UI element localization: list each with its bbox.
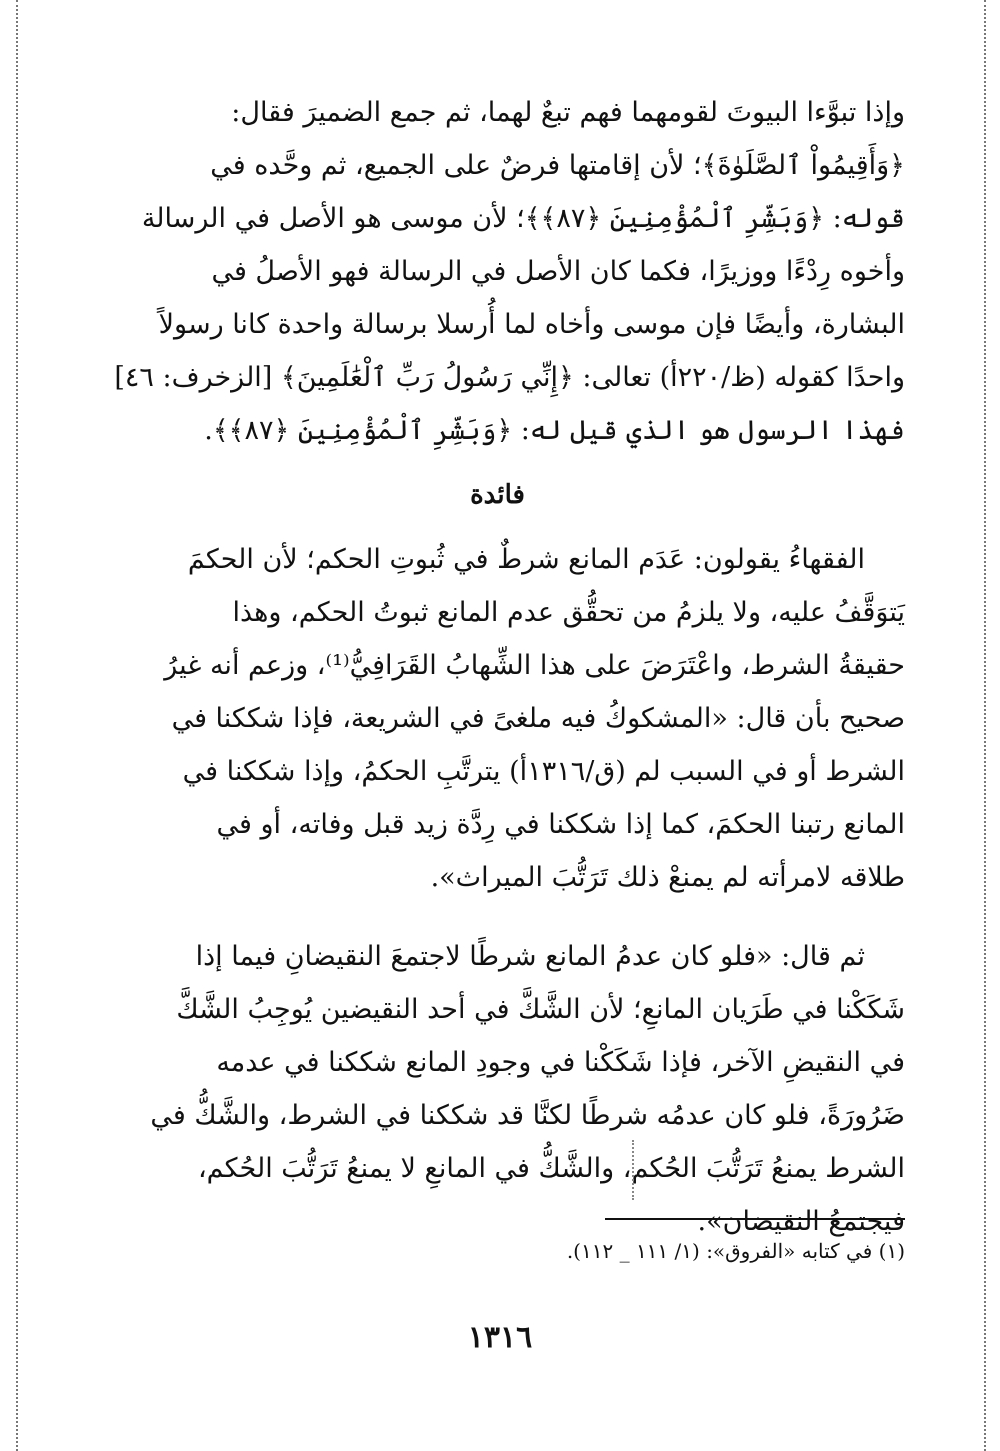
text-line: ثم قال: «فلو كان عدمُ المانع شرطًا لاجتمعَ النقيضانِ فيما إذا bbox=[195, 941, 865, 972]
footnote-separator bbox=[605, 1218, 905, 1220]
paragraph-2 bbox=[90, 533, 905, 904]
text-line: ﴿وَأَقِيمُواْ ٱلصَّلَوٰةَ﴾؛ لأن إقامتها فرضٌ على الجميع، ثم وحَّده في bbox=[210, 150, 905, 181]
text-line: البشارة، وأيضًا فإن موسى وأخاه لما أُرسلا برسالة واحدة كانا رسولاً bbox=[158, 309, 905, 340]
section-title: فائدة bbox=[470, 480, 525, 510]
scan-artifact-dots bbox=[632, 1140, 634, 1200]
paragraph-gap bbox=[90, 904, 905, 930]
text-line: الشرط أو في السبب لم (ق/١٣١٦أ) يترتَّبِ الحكمُ، وإذا شككنا في bbox=[182, 756, 905, 787]
text-line: شَكَكْنا في طَرَيان المانعِ؛ لأن الشَّكَّ في أحد النقيضين يُوجِبُ الشَّكَّ bbox=[176, 994, 905, 1025]
text-line: طلاقه لامرأته لم يمنعْ ذلك تَرَتُّبَ الميراث». bbox=[430, 862, 905, 893]
text-line: فهذا الرسول هو الذي قيل له: ﴿وَبَشِّرِ ٱلْمُؤْمِنِينَ ﴿٨٧﴾﴾. bbox=[204, 415, 905, 446]
text-line: حقيقةُ الشرط، واعْتَرَضَ على هذا الشِّهابُ القَرَافِيُّ⁽¹⁾، وزعم أنه غيرُ bbox=[164, 650, 905, 681]
right-edge-scan-dots bbox=[984, 0, 986, 1451]
text-line: فيجتمعُ النقيضان». bbox=[697, 1206, 905, 1237]
left-edge-scan-dots bbox=[16, 0, 18, 1451]
paragraph-3 bbox=[90, 930, 905, 1248]
text-line: وإذا تبوَّءا البيوتَ لقومهما فهم تبعٌ لهما، ثم جمع الضميرَ فقال: bbox=[231, 97, 905, 128]
footnote: (١) في كتابه «الفروق»: (١/ ١١١ _ ١١٢). bbox=[566, 1239, 905, 1263]
paragraph-1 bbox=[90, 86, 905, 457]
text-line: الفقهاءُ يقولون: عَدَم المانع شرطٌ في ثُبوتِ الحكم؛ لأن الحكمَ bbox=[187, 544, 865, 575]
text-line: الشرط يمنعُ تَرَتُّبَ الحُكم، والشَّكُّ في المانعِ لا يمنعُ تَرَتُّبَ الحُكم، bbox=[197, 1153, 905, 1184]
text-line: واحدًا كقوله (ظ/٢٢٠أ) تعالى: ﴿إِنِّي رَسُولُ رَبِّ ٱلْعَٰلَمِينَ﴾ [الزخرف: ٤٦] bbox=[114, 362, 905, 393]
text-line: وأخوه رِدْءًا ووزيرًا، فكما كان الأصل في الرسالة فهو الأصلُ في bbox=[211, 256, 905, 287]
page-number: ١٣١٦ bbox=[467, 1320, 533, 1355]
page-body bbox=[90, 86, 905, 1248]
text-line: المانع رتبنا الحكمَ، كما إذا شككنا في رِدَّة زيد قبل وفاته، أو في bbox=[216, 809, 905, 840]
text-line: ضَرُورَةً، فلو كان عدمُه شرطًا لكنَّا قد شككنا في الشرط، والشَّكُّ في bbox=[150, 1100, 905, 1131]
text-line: صحيح بأن قال: «المشكوكُ فيه ملغىً في الشريعة، فإذا شككنا في bbox=[171, 703, 905, 734]
text-line: في النقيضِ الآخر، فإذا شَكَكْنا في وجودِ المانع شككنا في عدمه bbox=[216, 1047, 905, 1078]
text-line: يَتوَقَّفُ عليه، ولا يلزمُ من تحقُّق عدم المانع ثبوتُ الحكم، وهذا bbox=[232, 597, 905, 628]
text-line: قوله: ﴿وَبَشِّرِ ٱلْمُؤْمِنِينَ ﴿٨٧﴾﴾؛ لأن موسى هو الأصل في الرسالة bbox=[141, 203, 905, 234]
